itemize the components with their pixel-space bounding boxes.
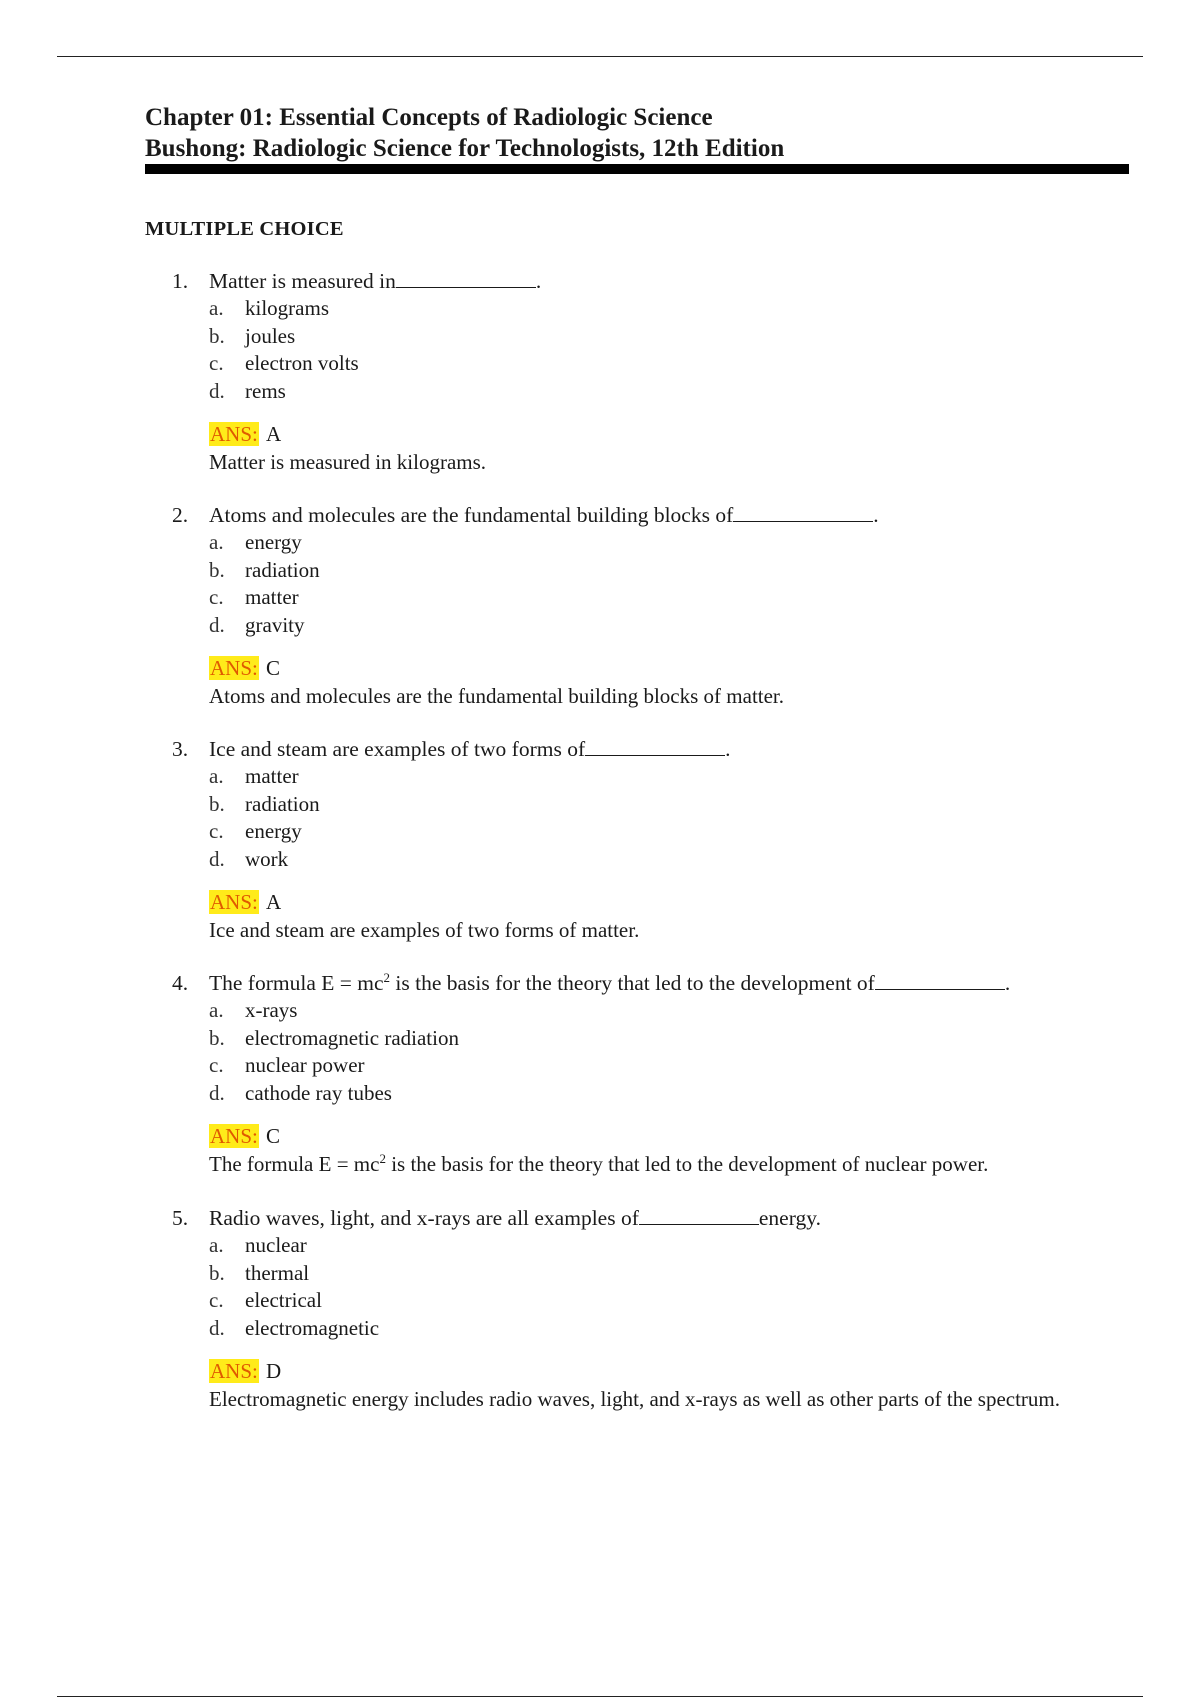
option-text: kilograms — [245, 296, 329, 320]
answer-value: C — [266, 1124, 281, 1148]
option-letter: a. — [209, 1233, 224, 1257]
option-letter: c. — [209, 1288, 224, 1312]
answer-blank — [875, 969, 1005, 990]
question-text-part: The formula E = mc — [209, 971, 384, 995]
answer-line — [0, 1123, 1200, 1150]
option-c — [0, 1052, 1200, 1080]
option-c — [0, 584, 1200, 612]
option-text: energy — [245, 530, 302, 554]
option-b — [0, 791, 1200, 819]
book-title: Bushong: Radiologic Science for Technologists, 12th Edition — [145, 135, 785, 162]
option-letter: a. — [209, 296, 224, 320]
question-text-part: Radio waves, light, and x-rays are all examples of — [209, 1206, 639, 1230]
question-text-part: Matter is measured in — [209, 269, 396, 293]
option-text: matter — [245, 585, 299, 609]
option-d — [0, 1080, 1200, 1108]
option-a — [0, 1232, 1200, 1260]
option-letter: c. — [209, 819, 224, 843]
superscript: 2 — [383, 969, 391, 985]
answer-label: ANS: — [210, 1124, 258, 1148]
question-number: 2. — [172, 503, 189, 527]
option-a — [0, 763, 1200, 791]
option-c — [0, 818, 1200, 846]
question-2 — [0, 501, 1200, 710]
question-1 — [0, 267, 1200, 476]
option-text: x-rays — [245, 998, 298, 1022]
option-b — [0, 557, 1200, 585]
option-text: matter — [245, 764, 299, 788]
question-text-end: . — [725, 737, 731, 761]
option-text: thermal — [245, 1260, 310, 1285]
answer-rationale: Atoms and molecules are the fundamental building blocks of matter. — [209, 684, 785, 708]
question-stem — [0, 735, 1200, 763]
option-text: electrical — [245, 1288, 322, 1312]
answer-blank — [396, 267, 536, 288]
answer-value: A — [266, 890, 282, 914]
rationale-part: is the basis for the theory that led to the development of nuclear power. — [385, 1152, 989, 1176]
option-text: electron volts — [245, 351, 359, 375]
option-letter: c. — [209, 351, 224, 375]
answer-label: ANS: — [210, 422, 258, 446]
option-letter: d. — [209, 612, 225, 637]
option-d — [0, 1315, 1200, 1343]
question-stem — [0, 267, 1200, 295]
option-letter: b. — [209, 1025, 225, 1050]
option-a — [0, 295, 1200, 323]
question-text-part: Ice and steam are examples of two forms of — [209, 737, 586, 761]
question-number: 1. — [172, 269, 189, 293]
question-text — [209, 267, 541, 295]
answer-blank — [639, 1204, 759, 1225]
answer-label: ANS: — [210, 890, 258, 914]
option-text: gravity — [245, 612, 305, 637]
option-text: electromagnetic — [245, 1315, 380, 1340]
header-divider — [145, 164, 1129, 174]
answer-label: ANS: — [210, 656, 258, 680]
answer-rationale — [209, 1150, 1109, 1178]
answer-line — [0, 421, 1200, 448]
option-text: rems — [245, 378, 286, 403]
section-title: MULTIPLE CHOICE — [145, 218, 344, 240]
question-5 — [0, 1204, 1200, 1413]
option-letter: d. — [209, 378, 225, 403]
answer-rationale: Ice and steam are examples of two forms of matter. — [209, 918, 640, 942]
option-b — [0, 1260, 1200, 1288]
question-number: 5. — [172, 1206, 189, 1230]
option-text: work — [245, 846, 289, 871]
option-text: radiation — [245, 791, 320, 816]
option-text: radiation — [245, 557, 320, 582]
question-text — [209, 735, 730, 763]
option-text: energy — [245, 819, 302, 843]
option-letter: c. — [209, 585, 224, 609]
option-letter: b. — [209, 791, 225, 816]
option-letter: b. — [209, 323, 225, 348]
option-text: cathode ray tubes — [245, 1080, 392, 1105]
question-number: 4. — [172, 971, 189, 995]
answer-blank — [733, 501, 873, 522]
option-letter: b. — [209, 1260, 225, 1285]
option-c — [0, 350, 1200, 378]
option-letter: b. — [209, 557, 225, 582]
option-letter: c. — [209, 1053, 224, 1077]
answer-line — [0, 1358, 1200, 1385]
option-letter: d. — [209, 846, 225, 871]
option-text: electromagnetic radiation — [245, 1025, 459, 1050]
question-text-end: energy. — [758, 1206, 821, 1230]
question-text-end: . — [535, 269, 542, 293]
question-text — [209, 501, 879, 529]
option-letter: a. — [209, 764, 224, 788]
option-text: nuclear — [245, 1233, 307, 1257]
option-b — [0, 1025, 1200, 1053]
answer-line — [0, 889, 1200, 916]
chapter-title: Chapter 01: Essential Concepts of Radiologic Science — [145, 104, 713, 131]
question-text-end: . — [1004, 971, 1011, 995]
option-d — [0, 612, 1200, 640]
option-letter: d. — [209, 1080, 225, 1105]
superscript: 2 — [379, 1151, 386, 1166]
bottom-rule — [57, 1696, 1143, 1697]
answer-value: C — [266, 656, 281, 680]
option-text: joules — [245, 323, 296, 348]
question-stem — [0, 1204, 1200, 1232]
answer-label: ANS: — [210, 1359, 258, 1383]
option-b — [0, 323, 1200, 351]
answer-rationale: Electromagnetic energy includes radio waves, light, and x-rays as well as other parts of the spectrum. — [209, 1387, 1061, 1411]
option-d — [0, 846, 1200, 874]
option-text: nuclear power — [245, 1053, 365, 1077]
question-stem — [0, 501, 1200, 529]
question-4 — [0, 969, 1200, 1178]
answer-value: A — [266, 422, 282, 446]
question-text — [209, 969, 1010, 997]
top-rule — [57, 56, 1143, 57]
question-3 — [0, 735, 1200, 944]
question-number: 3. — [172, 737, 189, 761]
document-header — [145, 102, 1130, 164]
option-c — [0, 1287, 1200, 1315]
answer-line — [0, 655, 1200, 682]
answer-value: D — [266, 1359, 282, 1383]
answer-rationale: Matter is measured in kilograms. — [209, 450, 487, 474]
option-letter: d. — [209, 1315, 225, 1340]
option-letter: a. — [209, 998, 224, 1022]
question-stem — [0, 969, 1200, 997]
option-a — [0, 529, 1200, 557]
answer-blank — [585, 735, 725, 756]
option-letter: a. — [209, 530, 224, 554]
question-text-part: is the basis for the theory that led to the development of — [390, 971, 875, 995]
rationale-part: The formula E = mc — [209, 1152, 380, 1176]
question-text — [209, 1204, 821, 1232]
option-d — [0, 378, 1200, 406]
question-text-end: . — [873, 503, 879, 527]
option-a — [0, 997, 1200, 1025]
question-text-part: Atoms and molecules are the fundamental building blocks of — [209, 503, 734, 527]
